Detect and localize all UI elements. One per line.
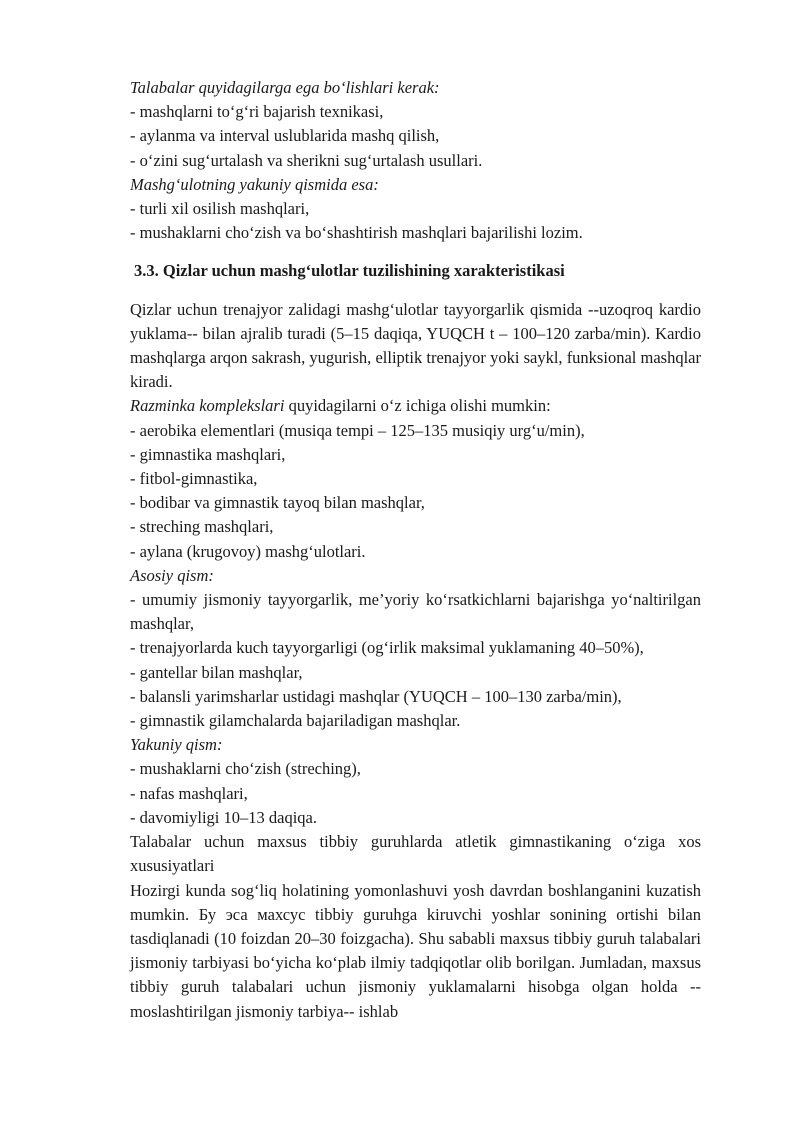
- list-item: - mushaklarni cho‘zish (streching),: [130, 759, 361, 779]
- warmup-line: [130, 394, 701, 418]
- main-part-label: Asosiy qism:: [130, 565, 214, 585]
- list-item: - mushaklarni cho‘zish va bo‘shashtirish mashqlari bajarilishi lozim.: [130, 223, 583, 243]
- warmup-label: Razminka komplekslari: [130, 396, 285, 416]
- list-item: - aylana (krugovoy) mashg‘ulotlari.: [130, 541, 366, 561]
- body-paragraph: Hozirgi kunda sog‘liq holatining yomonlashuvi yosh davrdan boshlanganini kuzatish mumkin. Бу эса махсус tibbiy guruhga kiruvchi yoshlar sonining ortishi bilan tasdiqlanadi (10 foizdan 20–30 foizgacha). Shu sababli maxsus tibbiy guruh talabalari jismoniy tarbiyasi bo‘yicha ko‘plab ilmiy tadqiqotlar olib borilgan. Jumladan, maxsus tibbiy guruh talabalari uchun jismoniy yuklamalarni hisobga olgan holda --moslashtirilgan jismoniy tarbiya-- ishlab: [130, 880, 701, 1021]
- list-item: - streching mashqlari,: [130, 517, 274, 537]
- list-item: - trenajyorlarda kuch tayyorgarligi (og‘irlik maksimal yuklamaning 40–50%),: [130, 638, 644, 658]
- list-item: - o‘zini sug‘urtalash va sherikni sug‘urtalash usullari.: [130, 150, 483, 170]
- list-item: - umumiy jismoniy tayyorgarlik, me’yoriy ko‘rsatkichlarni bajarishga yo‘naltirilgan mashqlar,: [130, 590, 701, 634]
- list-item: - fitbol-gimnastika,: [130, 469, 258, 489]
- body-paragraph: Qizlar uchun trenajyor zalidagi mashg‘ulotlar tayyorgarlik qismida --uzoqroq kardio yuklama-- bilan ajralib turadi (5–15 daqiqa, YUQCH t – 100–120 zarba/min). Kardio mashqlarga arqon sakrash, yugurish, elliptik trenajyor yoki saykl, funksional mashqlar kiradi.: [130, 299, 701, 392]
- list-item: - gimnastika mashqlari,: [130, 444, 286, 464]
- section-heading: 3.3. Qizlar uchun mashg‘ulotlar tuzilishining xarakteristikasi: [134, 261, 565, 281]
- final-part-label: Mashg‘ulotning yakuniy qismida esa:: [130, 174, 379, 194]
- list-item: - gantellar bilan mashqlar,: [130, 662, 303, 682]
- list-item: - mashqlarni to‘g‘ri bajarish texnikasi,: [130, 102, 384, 122]
- list-item: - balansli yarimsharlar ustidagi mashqlar (YUQCH – 100–130 zarba/min),: [130, 686, 622, 706]
- list-item: - davomiyligi 10–13 daqiqa.: [130, 807, 317, 827]
- list-item: - bodibar va gimnastik tayoq bilan mashqlar,: [130, 493, 425, 513]
- warmup-rest: quyidagilarni o‘z ichiga olishi mumkin:: [284, 396, 551, 416]
- final-part-label: Yakuniy qism:: [130, 735, 223, 755]
- list-item: - aerobika elementlari (musiqa tempi – 125–135 musiqiy urg‘u/min),: [130, 420, 585, 440]
- document-page: [130, 76, 701, 1024]
- subsection-title: Talabalar uchun maxsus tibbiy guruhlarda atletik gimnastikaning o‘ziga xos xususiyatlari: [130, 832, 701, 876]
- list-item: - turli xil osilish mashqlari,: [130, 199, 310, 219]
- section-intro: Talabalar quyidagilarga ega bo‘lishlari kerak:: [130, 78, 440, 97]
- list-item: - nafas mashqlari,: [130, 783, 248, 803]
- list-item: - aylanma va interval uslublarida mashq qilish,: [130, 126, 440, 146]
- list-item: - gimnastik gilamchalarda bajariladigan mashqlar.: [130, 711, 461, 731]
